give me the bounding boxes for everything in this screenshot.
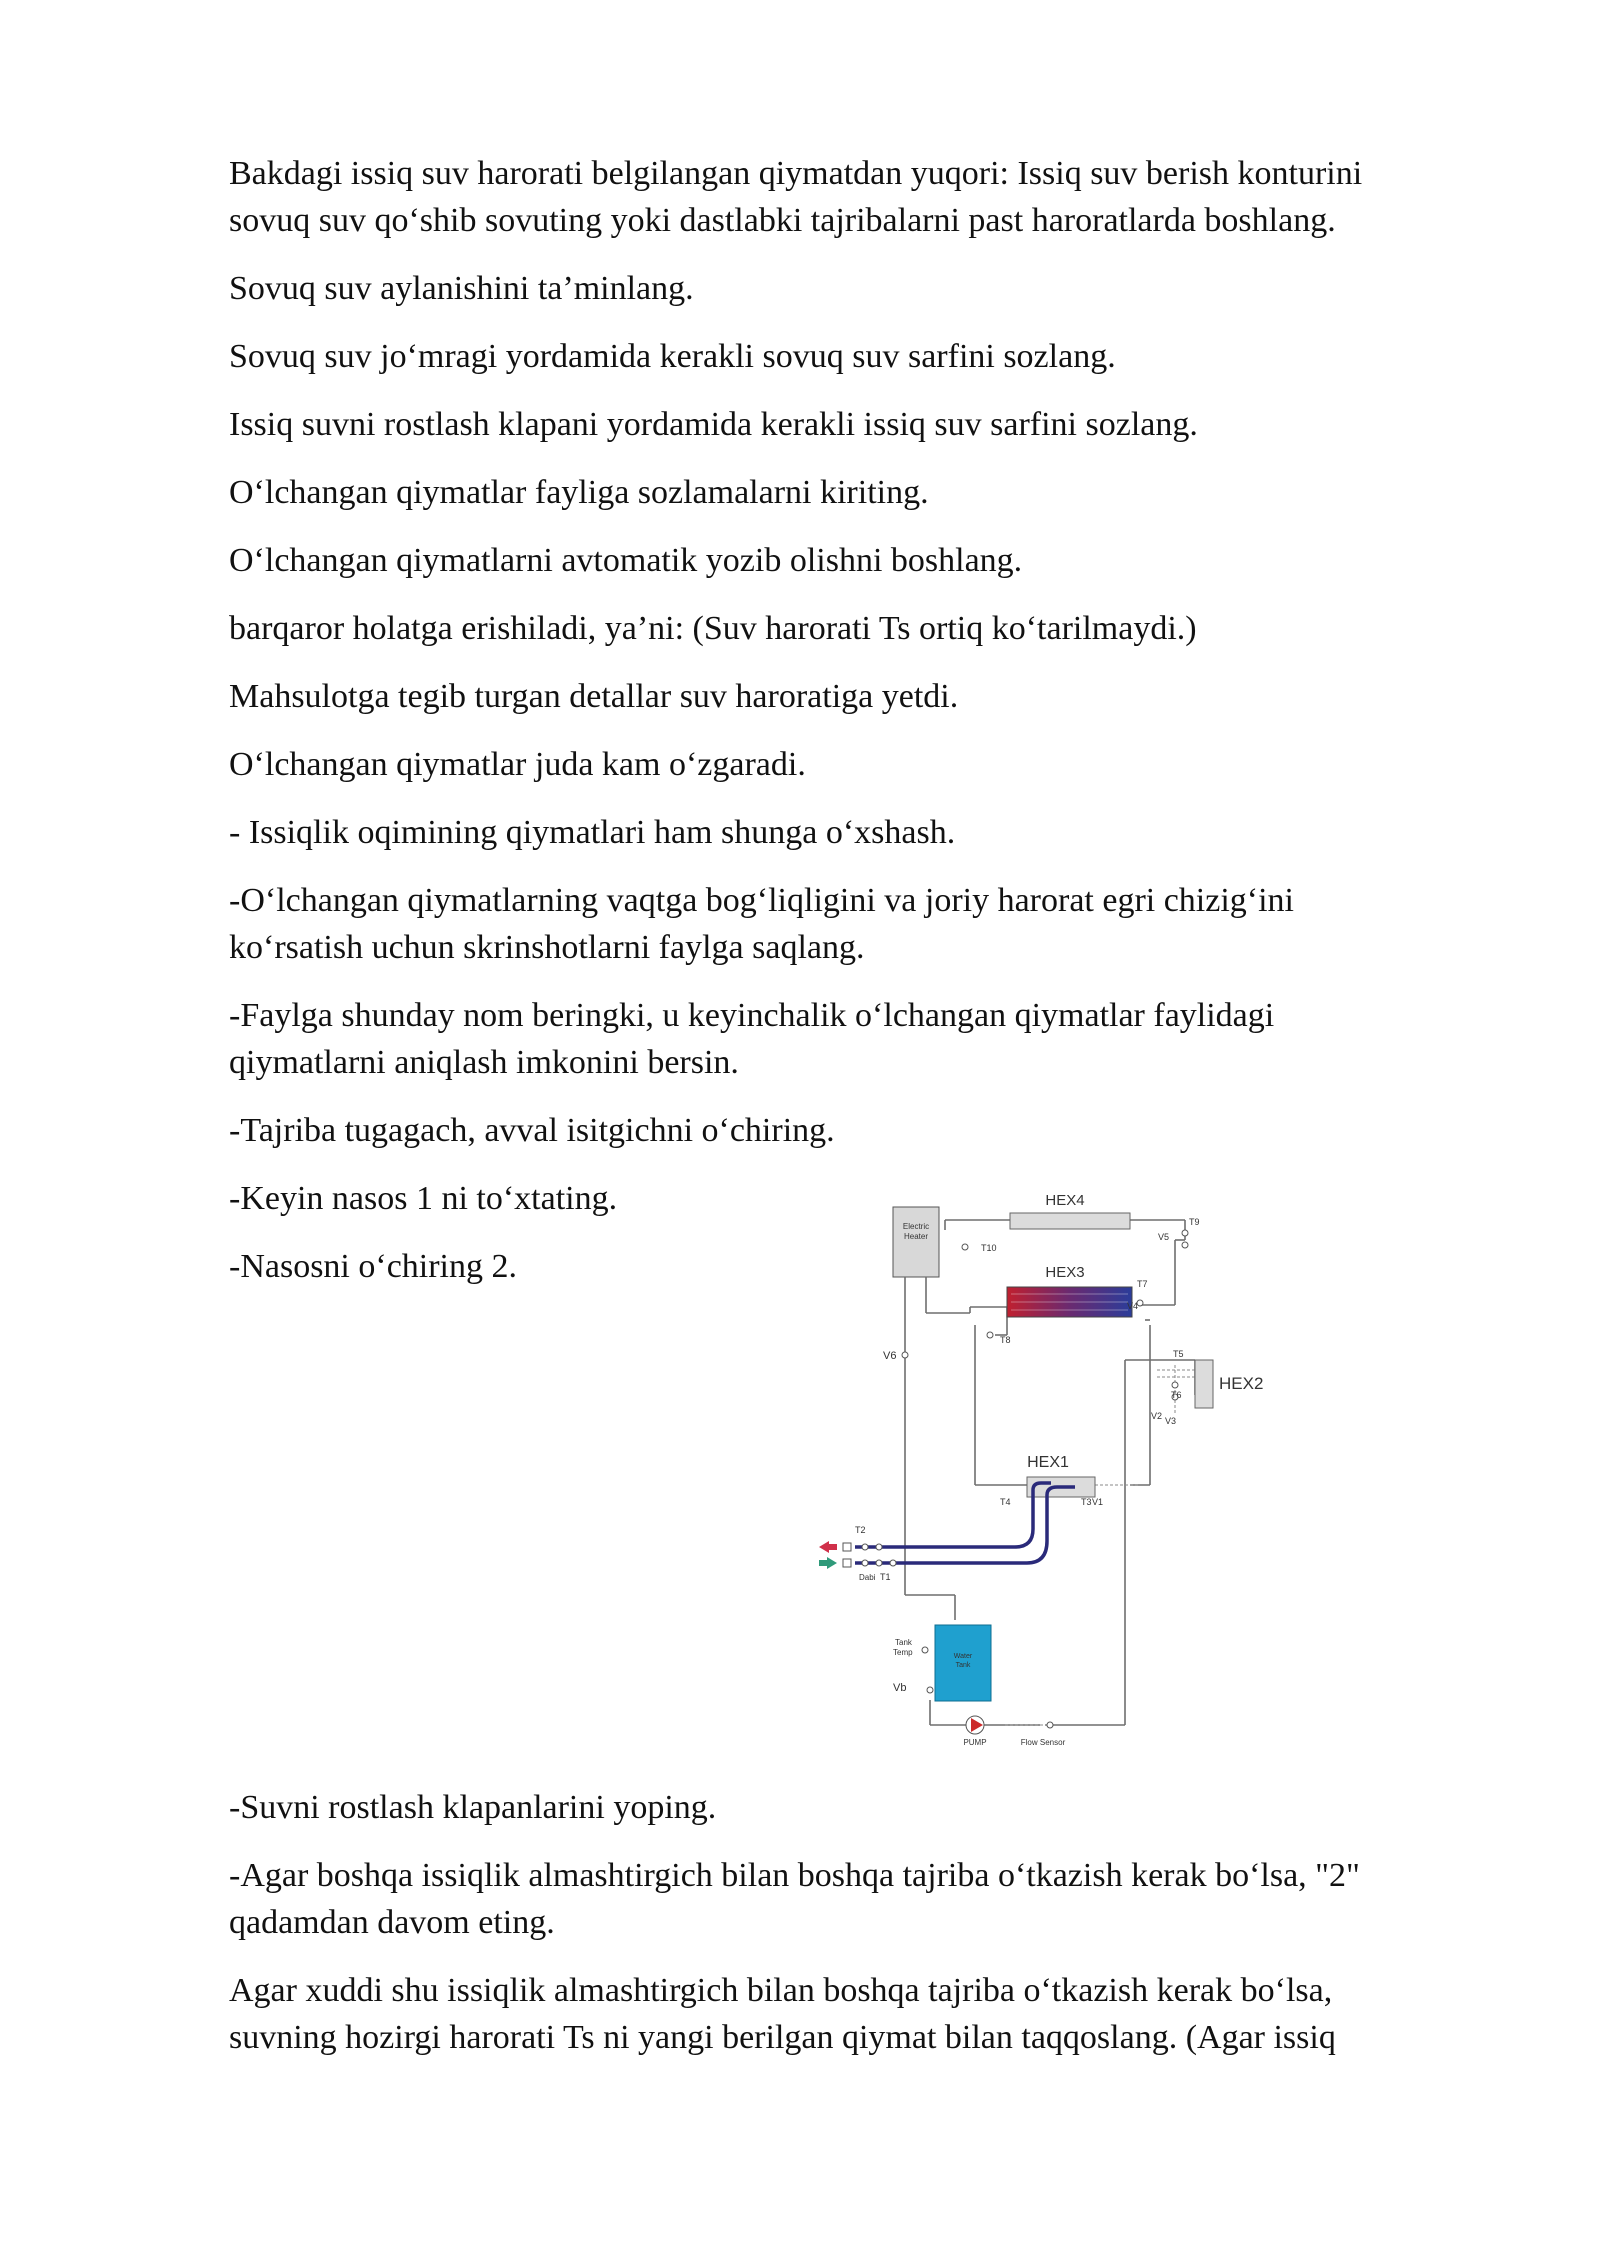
electric-heater [893,1207,939,1277]
svg-text:Heater: Heater [903,1232,929,1241]
paragraph: -Tajriba tugagach, avval isitgichni o‘chiring. [229,1112,835,1149]
svg-text:T8: T8 [1000,1335,1011,1345]
svg-text:T4: T4 [1000,1497,1011,1507]
svg-text:T7: T7 [1137,1279,1148,1289]
svg-text:V5: V5 [1158,1232,1170,1242]
svg-text:T1: T1 [880,1572,891,1582]
svg-text:T5: T5 [1173,1349,1184,1359]
svg-text:Dabi: Dabi [859,1573,876,1582]
svg-text:HEX2: HEX2 [1219,1374,1264,1393]
svg-text:Tank: Tank [955,1662,971,1669]
paragraph: O‘lchangan qiymatlar juda kam o‘zgaradi. [229,746,806,783]
heat-exchanger-diagram [795,1195,1295,1770]
svg-text:PUMP: PUMP [963,1738,987,1747]
text-block-top [229,150,1514,1311]
paragraph: Issiq suvni rostlash klapani yordamida kerakli issiq suv sarfini sozlang. [229,406,1198,443]
paragraph: -Nasosni o‘chiring 2. [229,1248,518,1285]
paragraph: -Suvni rostlash klapanlarini yoping. [229,1789,717,1826]
paragraph: Sovuq suv jo‘mragi yordamida kerakli sovuq suv sarfini sozlang. [229,338,1116,375]
svg-text:T9: T9 [1189,1217,1200,1227]
hex4 [1010,1195,1130,1229]
paragraph: barqaror holatga erishiladi, ya’ni: (Suv harorati Ts ortiq ko‘tarilmaydi.) [229,610,1197,647]
hex3 [1007,1264,1132,1317]
hex1 [1027,1454,1095,1497]
paragraph: O‘lchangan qiymatlar fayliga sozlamalarni kiriting. [229,474,929,511]
paragraph: Mahsulotga tegib turgan detallar suv haroratiga yetdi. [229,678,959,715]
svg-text:V2: V2 [1151,1411,1163,1421]
svg-text:HEX3: HEX3 [1045,1264,1085,1281]
svg-text:V1: V1 [1092,1497,1104,1507]
pump [963,1716,986,1747]
paragraph: -Keyin nasos 1 ni to‘xtating. [229,1180,618,1217]
svg-text:Vb: Vb [893,1682,907,1694]
paragraph: -Agar boshqa issiqlik almashtirgich bilan boshqa tajriba o‘tkazish kerak bo‘lsa, "2" qadamdan davom eting. [229,1857,1360,1941]
svg-text:Tank: Tank [895,1638,912,1647]
paragraph: O‘lchangan qiymatlarni avtomatik yozib olishni boshlang. [229,542,1023,579]
svg-text:T3: T3 [1081,1497,1092,1507]
svg-text:Electric: Electric [902,1222,930,1231]
svg-text:Flow Sensor: Flow Sensor [1020,1738,1066,1747]
paragraph: Bakdagi issiq suv harorati belgilangan qiymatdan yuqori: Issiq suv berish konturini sovuq suv qo‘shib sovuting yoki dastlabki tajribalarni past haroratlarda boshlang. [229,155,1363,239]
svg-text:V6: V6 [883,1350,897,1362]
svg-text:T6: T6 [1171,1390,1182,1400]
svg-text:V3: V3 [1165,1416,1177,1426]
text-block-bottom [229,1784,1514,2082]
svg-text:V4: V4 [1127,1301,1139,1311]
svg-text:Temp: Temp [893,1648,913,1657]
paragraph: -Faylga shunday nom beringki, u keyinchalik o‘lchangan qiymatlar faylidagi qiymatlarni aniqlash imkonini bersin. [229,997,1275,1081]
svg-text:T10: T10 [981,1243,997,1253]
flow-arrows [819,1541,896,1569]
hex2 [1195,1360,1263,1408]
svg-text:Water: Water [953,1653,973,1660]
svg-text:T2: T2 [855,1525,866,1535]
paragraph: -O‘lchangan qiymatlarning vaqtga bog‘liqligini va joriy harorat egri chizig‘ini ko‘rsatish uchun skrinshotlarni faylga saqlang. [229,882,1295,966]
svg-text:HEX4: HEX4 [1045,1195,1085,1209]
water-tank [893,1625,991,1701]
paragraph: - Issiqlik oqimining qiymatlari ham shunga o‘xshash. [229,814,956,851]
paragraph: Agar xuddi shu issiqlik almashtirgich bilan boshqa tajriba o‘tkazish kerak bo‘lsa, suvning hozirgi harorati Ts ni yangi berilgan qiymat bilan taqqoslang. (Agar issiq [229,1972,1336,2056]
paragraph: Sovuq suv aylanishini ta’minlang. [229,270,694,307]
svg-text:HEX1: HEX1 [1027,1454,1069,1471]
